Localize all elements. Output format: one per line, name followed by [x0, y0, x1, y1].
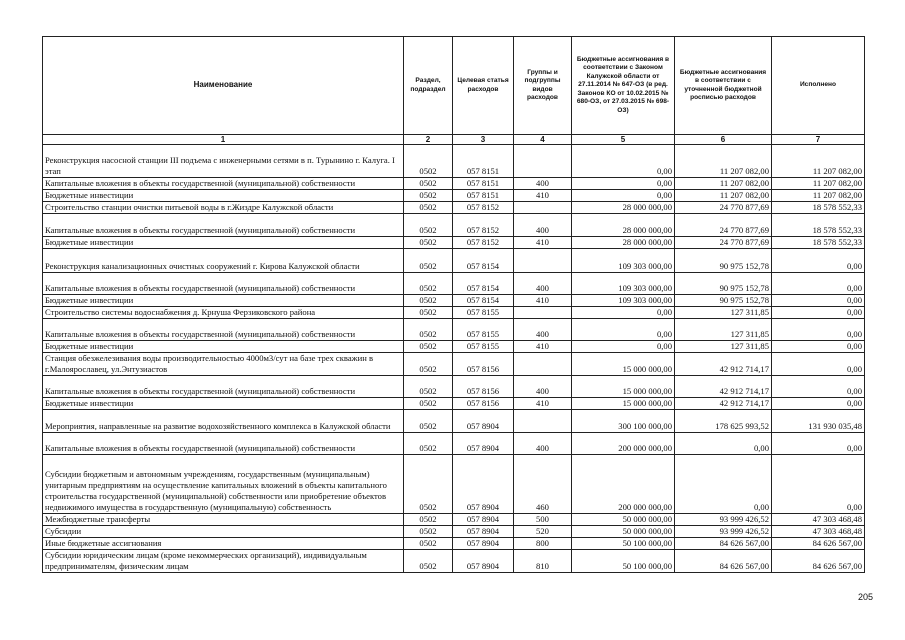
table-body	[43, 145, 865, 573]
row-article: 057 8904	[453, 514, 514, 526]
table-row	[43, 307, 865, 319]
row-group	[514, 353, 572, 376]
row-article: 057 8904	[453, 433, 514, 455]
column-number: 4	[514, 135, 572, 145]
row-group: 410	[514, 190, 572, 202]
row-refined-amount: 42 912 714,17	[675, 353, 772, 376]
row-executed-amount: 84 626 567,00	[772, 538, 865, 550]
row-article: 057 8904	[453, 550, 514, 573]
table-row	[43, 214, 865, 237]
row-article: 057 8156	[453, 376, 514, 398]
row-refined-amount: 11 207 082,00	[675, 145, 772, 178]
table-row	[43, 353, 865, 376]
row-group	[514, 410, 572, 433]
row-refined-amount: 127 311,85	[675, 307, 772, 319]
row-article: 057 8152	[453, 214, 514, 237]
row-executed-amount: 131 930 035,48	[772, 410, 865, 433]
row-group: 400	[514, 433, 572, 455]
row-executed-amount: 47 303 468,48	[772, 526, 865, 538]
table-row	[43, 550, 865, 573]
row-name: Капитальные вложения в объекты государственной (муниципальной) собственности	[43, 214, 404, 237]
row-refined-amount: 127 311,85	[675, 341, 772, 353]
row-section: 0502	[404, 145, 453, 178]
column-number: 1	[43, 135, 404, 145]
header-law-appropriations: Бюджетные ассигнования в соответствии с Законом Калужской области от 27.11.2014 № 647-ОЗ (в ред. Законов КО от 10.02.2015 № 680-ОЗ, от 27.03.2015 № 698-ОЗ)	[572, 37, 675, 135]
row-law-amount: 200 000 000,00	[572, 455, 675, 514]
row-executed-amount: 0,00	[772, 249, 865, 273]
row-name: Бюджетные инвестиции	[43, 295, 404, 307]
column-number-row	[43, 135, 865, 145]
row-group: 400	[514, 376, 572, 398]
column-number: 7	[772, 135, 865, 145]
row-section: 0502	[404, 376, 453, 398]
row-article: 057 8904	[453, 538, 514, 550]
row-name: Капитальные вложения в объекты государственной (муниципальной) собственности	[43, 433, 404, 455]
row-executed-amount: 11 207 082,00	[772, 145, 865, 178]
row-executed-amount: 0,00	[772, 376, 865, 398]
row-section: 0502	[404, 353, 453, 376]
table-row	[43, 145, 865, 178]
column-number: 2	[404, 135, 453, 145]
row-group: 460	[514, 455, 572, 514]
row-executed-amount: 0,00	[772, 353, 865, 376]
budget-sheet	[42, 36, 865, 573]
column-number: 6	[675, 135, 772, 145]
table-row	[43, 376, 865, 398]
row-article: 057 8151	[453, 190, 514, 202]
row-executed-amount: 0,00	[772, 398, 865, 410]
row-refined-amount: 84 626 567,00	[675, 550, 772, 573]
row-name: Реконструкция насосной станции III подъема с инженерными сетями в п. Турынино г. Калуга. I этап	[43, 145, 404, 178]
row-executed-amount: 0,00	[772, 307, 865, 319]
row-refined-amount: 93 999 426,52	[675, 526, 772, 538]
row-article: 057 8152	[453, 237, 514, 249]
row-section: 0502	[404, 455, 453, 514]
table-row	[43, 319, 865, 341]
row-name: Субсидии юридическим лицам (кроме некоммерческих организаций), индивидуальным предпринимателям, физическим лицам	[43, 550, 404, 573]
row-section: 0502	[404, 273, 453, 295]
row-section: 0502	[404, 341, 453, 353]
row-section: 0502	[404, 514, 453, 526]
row-section: 0502	[404, 319, 453, 341]
row-group: 410	[514, 295, 572, 307]
table-row	[43, 410, 865, 433]
table-row	[43, 295, 865, 307]
header-name: Наименование	[43, 37, 404, 135]
row-section: 0502	[404, 550, 453, 573]
row-group: 400	[514, 214, 572, 237]
row-name: Субсидии бюджетным и автономным учреждениям, государственным (муниципальным) унитарным предприятиям на осуществление капитальных вложений в объекты капитального строительства государственной (муниципальной) собственности или приобретение объектов недвижимого имущества в государственную (муниципальную) собственность	[43, 455, 404, 514]
table-row	[43, 190, 865, 202]
row-executed-amount: 11 207 082,00	[772, 178, 865, 190]
row-name: Капитальные вложения в объекты государственной (муниципальной) собственности	[43, 273, 404, 295]
row-law-amount: 0,00	[572, 178, 675, 190]
table-row	[43, 455, 865, 514]
row-law-amount: 300 100 000,00	[572, 410, 675, 433]
row-law-amount: 50 100 000,00	[572, 550, 675, 573]
table-row	[43, 237, 865, 249]
row-section: 0502	[404, 214, 453, 237]
row-article: 057 8156	[453, 398, 514, 410]
row-article: 057 8154	[453, 249, 514, 273]
row-executed-amount: 11 207 082,00	[772, 190, 865, 202]
row-law-amount: 0,00	[572, 307, 675, 319]
row-article: 057 8152	[453, 202, 514, 214]
row-law-amount: 15 000 000,00	[572, 376, 675, 398]
row-name: Реконструкция канализационных очистных сооружений г. Кирова Калужской области	[43, 249, 404, 273]
header-article: Целевая статья расходов	[453, 37, 514, 135]
row-executed-amount: 0,00	[772, 341, 865, 353]
row-article: 057 8904	[453, 410, 514, 433]
row-law-amount: 50 100 000,00	[572, 538, 675, 550]
row-section: 0502	[404, 295, 453, 307]
row-refined-amount: 42 912 714,17	[675, 376, 772, 398]
row-article: 057 8154	[453, 273, 514, 295]
row-group	[514, 202, 572, 214]
row-refined-amount: 93 999 426,52	[675, 514, 772, 526]
row-refined-amount: 178 625 993,52	[675, 410, 772, 433]
row-name: Капитальные вложения в объекты государственной (муниципальной) собственности	[43, 319, 404, 341]
row-group: 410	[514, 341, 572, 353]
row-section: 0502	[404, 249, 453, 273]
row-article: 057 8155	[453, 341, 514, 353]
row-refined-amount: 90 975 152,78	[675, 249, 772, 273]
row-group: 520	[514, 526, 572, 538]
row-law-amount: 200 000 000,00	[572, 433, 675, 455]
table-row	[43, 398, 865, 410]
row-section: 0502	[404, 433, 453, 455]
column-number: 5	[572, 135, 675, 145]
row-name: Межбюджетные трансферты	[43, 514, 404, 526]
row-article: 057 8151	[453, 178, 514, 190]
row-section: 0502	[404, 190, 453, 202]
row-executed-amount: 18 578 552,33	[772, 214, 865, 237]
row-name: Субсидии	[43, 526, 404, 538]
row-article: 057 8155	[453, 319, 514, 341]
row-name: Строительство станции очистки питьевой воды в г.Жиздре Калужской области	[43, 202, 404, 214]
table-row	[43, 538, 865, 550]
table-row	[43, 526, 865, 538]
row-section: 0502	[404, 398, 453, 410]
budget-table	[42, 36, 865, 573]
row-article: 057 8904	[453, 455, 514, 514]
row-article: 057 8154	[453, 295, 514, 307]
row-law-amount: 28 000 000,00	[572, 202, 675, 214]
row-law-amount: 109 303 000,00	[572, 273, 675, 295]
row-group	[514, 249, 572, 273]
row-refined-amount: 0,00	[675, 455, 772, 514]
row-executed-amount: 47 303 468,48	[772, 514, 865, 526]
row-executed-amount: 0,00	[772, 433, 865, 455]
row-law-amount: 0,00	[572, 145, 675, 178]
row-refined-amount: 90 975 152,78	[675, 273, 772, 295]
row-section: 0502	[404, 202, 453, 214]
row-refined-amount: 11 207 082,00	[675, 190, 772, 202]
row-law-amount: 109 303 000,00	[572, 295, 675, 307]
row-group: 800	[514, 538, 572, 550]
table-row	[43, 341, 865, 353]
row-law-amount: 15 000 000,00	[572, 353, 675, 376]
column-number: 3	[453, 135, 514, 145]
row-law-amount: 28 000 000,00	[572, 237, 675, 249]
row-refined-amount: 24 770 877,69	[675, 237, 772, 249]
row-refined-amount: 24 770 877,69	[675, 214, 772, 237]
row-executed-amount: 84 626 567,00	[772, 550, 865, 573]
row-name: Бюджетные инвестиции	[43, 341, 404, 353]
row-law-amount: 0,00	[572, 341, 675, 353]
row-executed-amount: 18 578 552,33	[772, 202, 865, 214]
row-law-amount: 109 303 000,00	[572, 249, 675, 273]
row-name: Мероприятия, направленные на развитие водохозяйственного комплекса в Калужской области	[43, 410, 404, 433]
row-section: 0502	[404, 178, 453, 190]
row-law-amount: 50 000 000,00	[572, 514, 675, 526]
row-refined-amount: 42 912 714,17	[675, 398, 772, 410]
row-group	[514, 307, 572, 319]
row-refined-amount: 24 770 877,69	[675, 202, 772, 214]
row-group: 400	[514, 319, 572, 341]
table-row	[43, 514, 865, 526]
row-law-amount: 50 000 000,00	[572, 526, 675, 538]
row-article: 057 8156	[453, 353, 514, 376]
row-group: 400	[514, 273, 572, 295]
row-article: 057 8151	[453, 145, 514, 178]
row-group: 410	[514, 237, 572, 249]
table-row	[43, 433, 865, 455]
row-executed-amount: 0,00	[772, 273, 865, 295]
row-name: Строительство системы водоснабжения д. Крнуша Ферзиковского района	[43, 307, 404, 319]
row-law-amount: 15 000 000,00	[572, 398, 675, 410]
table-row	[43, 273, 865, 295]
row-name: Бюджетные инвестиции	[43, 398, 404, 410]
row-name: Станция обезжелезивания воды производительностью 4000м3/сут на базе трех скважин в г.Малоярославец, ул.Энтузиастов	[43, 353, 404, 376]
row-name: Капитальные вложения в объекты государственной (муниципальной) собственности	[43, 178, 404, 190]
row-group	[514, 145, 572, 178]
table-row	[43, 249, 865, 273]
row-executed-amount: 0,00	[772, 455, 865, 514]
row-refined-amount: 11 207 082,00	[675, 178, 772, 190]
row-name: Капитальные вложения в объекты государственной (муниципальной) собственности	[43, 376, 404, 398]
header-group: Группы и подгруппы видов расходов	[514, 37, 572, 135]
header-refined-appropriations: Бюджетные ассигнования в соответствии с уточненной бюджетной росписью расходов	[675, 37, 772, 135]
row-refined-amount: 90 975 152,78	[675, 295, 772, 307]
row-refined-amount: 84 626 567,00	[675, 538, 772, 550]
header-executed: Исполнено	[772, 37, 865, 135]
row-name: Бюджетные инвестиции	[43, 237, 404, 249]
row-article: 057 8904	[453, 526, 514, 538]
header-section: Раздел, подраздел	[404, 37, 453, 135]
table-row	[43, 178, 865, 190]
row-group: 500	[514, 514, 572, 526]
row-executed-amount: 0,00	[772, 319, 865, 341]
row-section: 0502	[404, 237, 453, 249]
row-section: 0502	[404, 526, 453, 538]
row-refined-amount: 127 311,85	[675, 319, 772, 341]
row-executed-amount: 18 578 552,33	[772, 237, 865, 249]
row-executed-amount: 0,00	[772, 295, 865, 307]
table-row	[43, 202, 865, 214]
row-section: 0502	[404, 410, 453, 433]
row-law-amount: 0,00	[572, 190, 675, 202]
header-row	[43, 37, 865, 135]
row-group: 410	[514, 398, 572, 410]
row-group: 400	[514, 178, 572, 190]
row-name: Иные бюджетные ассигнования	[43, 538, 404, 550]
row-name: Бюджетные инвестиции	[43, 190, 404, 202]
row-section: 0502	[404, 538, 453, 550]
row-law-amount: 0,00	[572, 319, 675, 341]
row-group: 810	[514, 550, 572, 573]
row-article: 057 8155	[453, 307, 514, 319]
row-law-amount: 28 000 000,00	[572, 214, 675, 237]
row-section: 0502	[404, 307, 453, 319]
page-number: 205	[857, 592, 873, 602]
row-refined-amount: 0,00	[675, 433, 772, 455]
